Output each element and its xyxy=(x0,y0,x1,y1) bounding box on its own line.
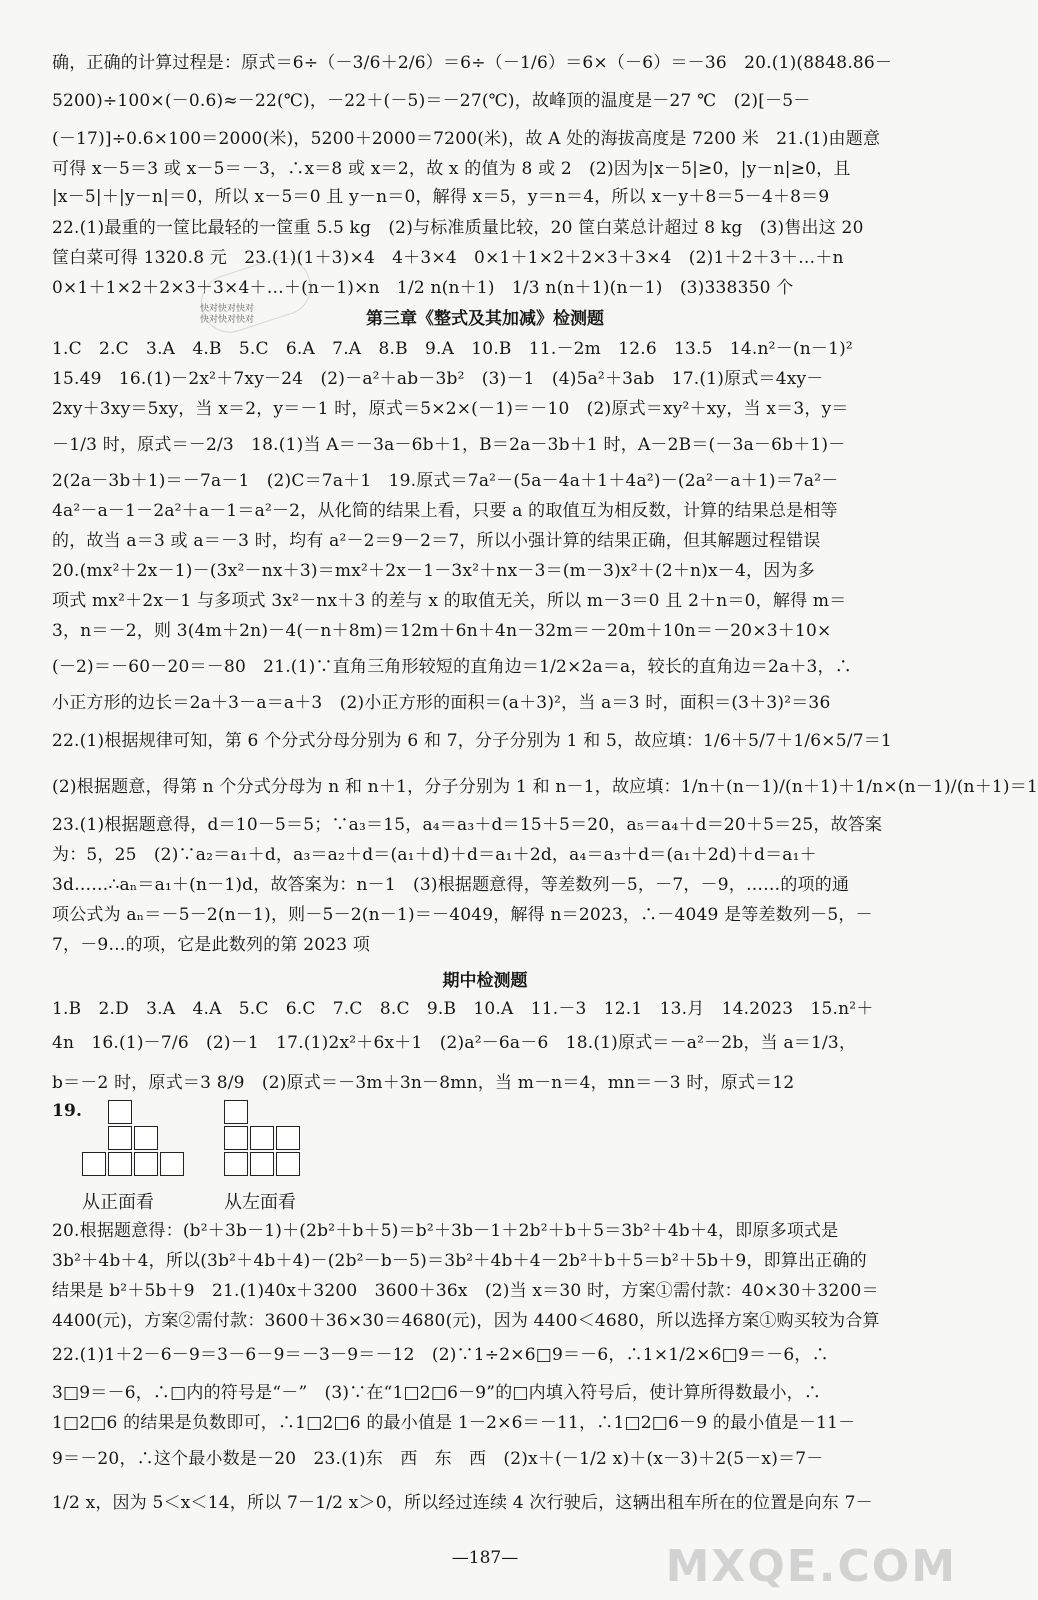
grid-cell xyxy=(224,1152,248,1176)
text-line: 项式 mx²＋2x－1 与多项式 3x²－nx＋3 的差与 x 的取值无关，所以 m－3＝0 且 2＋n＝0，解得 m＝ xyxy=(52,591,847,611)
text-line: 确，正确的计算过程是：原式＝6÷（－3/6＋2/6）＝6÷（－1/6）＝6×（－6）＝－36 20.(1)(8848.86－ xyxy=(52,53,893,73)
page-number: —187— xyxy=(451,1548,519,1568)
text-line: 2xy＋3xy＝5xy，当 x＝2，y＝－1 时，原式＝5×2×(－1)＝－10 (2)原式＝xy²＋xy，当 x＝3，y＝ xyxy=(52,399,849,419)
text-line: 15.49 16.(1)－2x²＋7xy－24 (2)－a²＋ab－3b² (3)－1 (4)5a²＋3ab 17.(1)原式＝4xy－ xyxy=(52,369,824,389)
text-line: 的，故当 a＝3 或 a＝－3 时，均有 a²－2＝9－2＝7，所以小强计算的结果正确，但其解题过程错误 xyxy=(52,531,821,551)
text-line: 1.C 2.C 3.A 4.B 5.C 6.A 7.A 8.B 9.A 10.B 11.－2m 12.6 13.5 14.n²－(n－1)² xyxy=(52,339,853,359)
grid-cell xyxy=(276,1126,300,1150)
text-line: (－17)]÷0.6×100＝2000(米)，5200＋2000＝7200(米)，故 A 处的海拔高度是 7200 米 21.(1)由题意 xyxy=(52,129,881,149)
text-line: 20.(mx²＋2x－1)－(3x²－nx＋3)＝mx²＋2x－1－3x²＋nx－3＝(m－3)x²＋(2＋n)x－4，因为多 xyxy=(52,561,815,581)
front-view-figure xyxy=(82,1100,212,1213)
text-line: 3b²＋4b＋4，所以(3b²＋4b＋4)－(2b²－b－5)＝3b²＋4b＋4－2b²＋b＋5＝b²＋5b＋9，即算出正确的 xyxy=(52,1251,867,1271)
question-19-label: 19. xyxy=(52,1101,83,1121)
stamp-text: 快对快对快对 快对快对快对 xyxy=(200,304,255,325)
section-heading-chapter3: 第三章《整式及其加减》检测题 xyxy=(366,309,604,329)
text-line: 筐白菜可得 1320.8 元 23.(1)(1＋3)×4 4＋3×4 0×1＋1×2＋2×3＋3×4 (2)1＋2＋3＋…＋n xyxy=(52,248,844,268)
text-line: 2(2a－3b＋1)＝－7a－1 (2)C＝7a＋1 19.原式＝7a²－(5a－4a＋1＋4a²)－(2a²－a＋1)＝7a²－ xyxy=(52,471,839,491)
text-line: 22.(1)1＋2－6－9＝3－6－9＝－3－9＝－12 (2)∵1÷2×6□9＝－6，∴1×1/2×6□9＝－6，∴ xyxy=(52,1345,829,1365)
text-line: 5200)÷100×(－0.6)≈－22(℃)，－22＋(－5)＝－27(℃)，故峰顶的温度是－27 ℃ (2)[－5－ xyxy=(52,91,811,111)
left-view-figure xyxy=(224,1100,354,1213)
text-line: 3d……∴aₙ＝a₁＋(n－1)d，故答案为：n－1 (3)根据题意得，等差数列－5，－7，－9，……的项的通 xyxy=(52,875,850,895)
site-watermark: MXQE.COM xyxy=(665,1541,957,1592)
grid-cell xyxy=(134,1126,158,1150)
text-line: －1/3 时，原式＝－2/3 18.(1)当 A＝－3a－6b＋1，B＝2a－3b＋1 时，A－2B＝(－3a－6b＋1)－ xyxy=(52,435,846,455)
grid-cell xyxy=(250,1126,274,1150)
grid-cell xyxy=(224,1100,248,1124)
grid-cell xyxy=(250,1152,274,1176)
text-line: 为：5，25 (2)∵a₂＝a₁＋d，a₃＝a₂＋d＝(a₁＋d)＋d＝a₁＋2d，a₄＝a₃＋d＝(a₁＋2d)＋d＝a₁＋ xyxy=(52,845,817,865)
text-line: |x－5|＋|y－n|＝0，所以 x－5＝0 且 y－n＝0，解得 x＝5，y＝n＝4，所以 x－y＋8＝5－4＋8＝9 xyxy=(52,187,830,207)
text-line: 4400(元)，方案②需付款：3600＋36×30＝4680(元)，因为 4400＜4680，所以选择方案①购买较为合算 xyxy=(52,1311,880,1331)
grid-cell xyxy=(108,1126,132,1150)
grid-cell xyxy=(108,1100,132,1124)
text-line: 小正方形的边长＝2a＋3－a＝a＋3 (2)小正方形的面积＝(a＋3)²，当 a＝3 时，面积＝(3＋3)²＝36 xyxy=(52,693,831,713)
grid-cell xyxy=(82,1152,106,1176)
text-line: 结果是 b²＋5b＋9 21.(1)40x＋3200 3600＋36x (2)当 x＝30 时，方案①需付款：40×30＋3200＝ xyxy=(52,1281,879,1301)
text-line: 4a²－a－1－2a²＋a－1＝a²－2，从化简的结果上看，只要 a 的取值互为相反数，计算的结果总是相等 xyxy=(52,501,838,521)
text-line: 20.根据题意得：(b²＋3b－1)＋(2b²＋b＋5)＝b²＋3b－1＋2b²＋b＋5＝3b²＋4b＋4，即原多项式是 xyxy=(52,1221,839,1241)
text-line: 22.(1)根据规律可知，第 6 个分式分母分别为 6 和 7，分子分别为 1 和 5，故应填：1/6＋5/7＋1/6×5/7＝1 xyxy=(52,731,892,751)
section-heading-midterm: 期中检测题 xyxy=(442,971,528,991)
text-line: 4n 16.(1)－7/6 (2)－1 17.(1)2x²＋6x＋1 (2)a²－6a－6 18.(1)原式＝－a²－2b，当 a＝1/3， xyxy=(52,1033,857,1053)
text-line: (－2)＝－60－20＝－80 21.(1)∵直角三角形较短的直角边＝1/2×2a＝a，较长的直角边＝2a＋3，∴ xyxy=(52,657,852,677)
text-line: 1.B 2.D 3.A 4.A 5.C 6.C 7.C 8.C 9.B 10.A 11.－3 12.1 13.月 14.2023 15.n²＋ xyxy=(52,999,874,1019)
text-line: b＝－2 时，原式＝3 8/9 (2)原式＝－3m＋3n－8mn，当 m－n＝4，mn＝－3 时，原式＝12 xyxy=(52,1073,795,1093)
grid-cell xyxy=(276,1152,300,1176)
text-line: 1/2 x，因为 5＜x＜14，所以 7－1/2 x＞0，所以经过连续 4 次行驶后，这辆出租车所在的位置是向东 7－ xyxy=(52,1493,873,1513)
text-line: 1□2□6 的结果是负数即可，∴1□2□6 的最小值是 1－2×6＝－11，∴1□2□6－9 的最小值是－11－ xyxy=(52,1413,856,1433)
caption-left-view: 从左面看 xyxy=(224,1192,296,1213)
text-line: 3，n＝－2，则 3(4m＋2n)－4(－n＋8m)＝12m＋6n＋4n－32m＝－20m＋10n＝－20×3＋10× xyxy=(52,621,832,641)
grid-cell xyxy=(134,1152,158,1176)
grid-cell xyxy=(224,1126,248,1150)
grid-cell xyxy=(160,1152,184,1176)
text-line: 可得 x－5＝3 或 x－5＝－3，∴x＝8 或 x＝2，故 x 的值为 8 或 2 (2)因为|x－5|≥0，|y－n|≥0，且 xyxy=(52,159,851,179)
text-line: 22.(1)最重的一筐比最轻的一筐重 5.5 kg (2)与标准质量比较，20 筐白菜总计超过 8 kg (3)售出这 20 xyxy=(52,218,864,238)
text-line: 23.(1)根据题意得，d＝10－5＝5；∵a₃＝15，a₄＝a₃＋d＝15＋5＝20，a₅＝a₄＋d＝20＋5＝25，故答案 xyxy=(52,815,883,835)
answer-page xyxy=(52,0,1038,1600)
caption-front-view: 从正面看 xyxy=(82,1192,154,1213)
grid-cell xyxy=(108,1152,132,1176)
text-line: 0×1＋1×2＋2×3＋3×4＋…＋(n－1)×n 1/2 n(n＋1) 1/3 n(n＋1)(n－1) (3)338350 个 xyxy=(52,278,794,298)
text-line: 3□9＝－6，∴□内的符号是“－” (3)∵在“1□2□6－9”的□内填入符号后，使计算所得数最小，∴ xyxy=(52,1383,822,1403)
text-line: 9＝－20，∴这个最小数是－20 23.(1)东 西 东 西 (2)x＋(－1/2 x)＋(x－3)＋2(5－x)＝7－ xyxy=(52,1449,824,1469)
text-line: (2)根据题意，得第 n 个分式分母为 n 和 n＋1，分子分别为 1 和 n－1，故应填：1/n＋(n－1)/(n＋1)＋1/n×(n－1)/(n＋1)＝1 xyxy=(52,777,1038,797)
text-line: 项公式为 aₙ＝－5－2(n－1)，则－5－2(n－1)＝－4049，解得 n＝2023，∴－4049 是等差数列－5，－ xyxy=(52,905,873,925)
text-line: 7，－9…的项，它是此数列的第 2023 项 xyxy=(52,935,371,955)
